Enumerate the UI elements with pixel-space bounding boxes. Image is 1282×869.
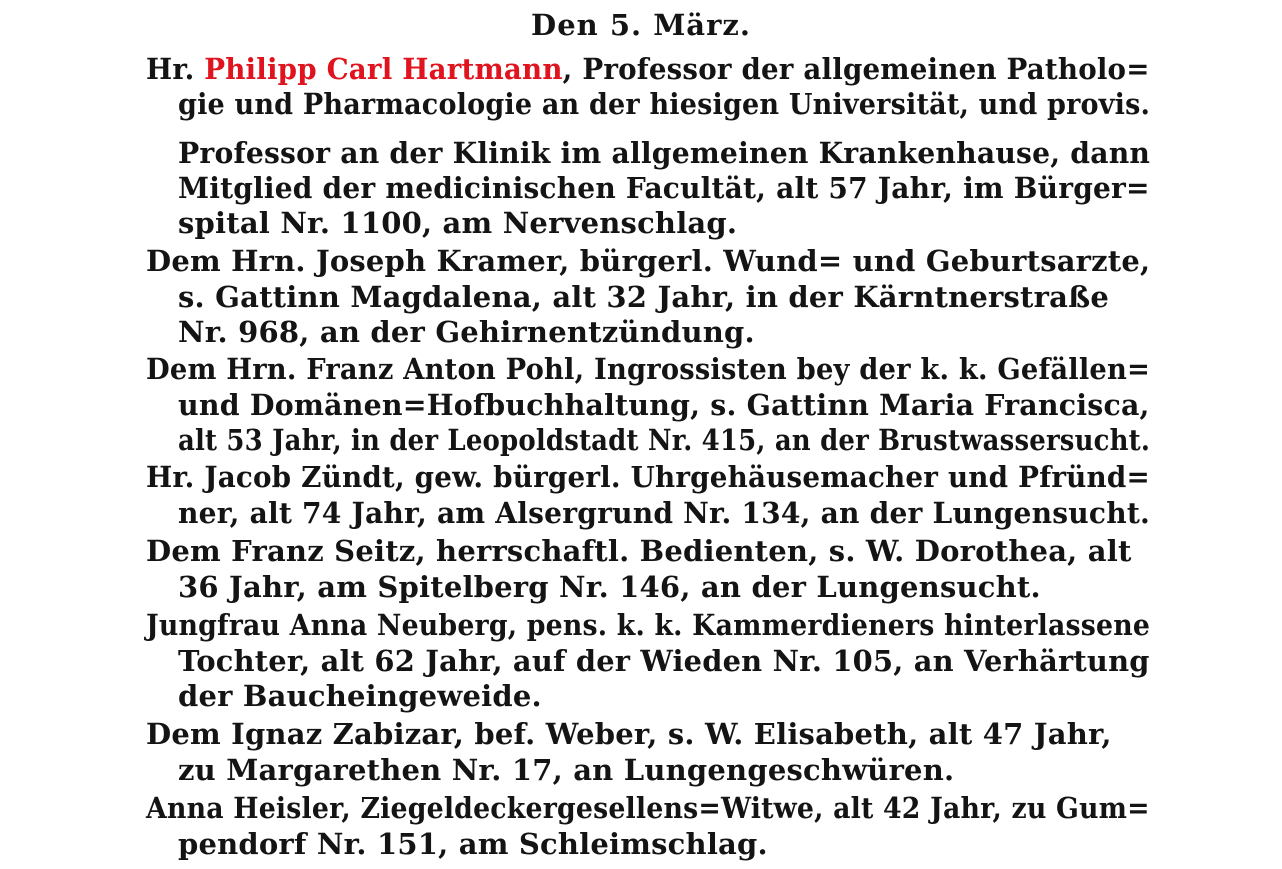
entry-line: Dem Franz Seitz, herrschaftl. Bedienten, s. W. Dorothea, alt bbox=[146, 534, 1132, 568]
entry-line: Professor an der Klinik im allgemeinen Krankenhause, dann bbox=[178, 136, 1151, 170]
highlighted-name: Philipp Carl Hartmann bbox=[204, 52, 563, 86]
entry-text: , Professor der allgemeinen Patholo= bbox=[562, 52, 1150, 86]
date-heading: Den 5. März. bbox=[531, 8, 751, 42]
entry-line: der Baucheingeweide. bbox=[178, 679, 542, 713]
entry-line: Dem Hrn. Franz Anton Pohl, Ingrossisten bey der k. k. Gefällen= bbox=[146, 352, 1151, 386]
entry-line: alt 53 Jahr, in der Leopoldstadt Nr. 415, an der Brustwassersucht. bbox=[178, 423, 1151, 457]
entry-line bbox=[146, 52, 1150, 86]
entry-line: spital Nr. 1100, am Nervenschlag. bbox=[178, 206, 738, 240]
entry-line: Hr. Jacob Zündt, gew. bürgerl. Uhrgehäusemacher und Pfründ= bbox=[146, 460, 1150, 494]
entry-line: zu Margarethen Nr. 17, an Lungengeschwüren. bbox=[178, 753, 955, 787]
entry-line: s. Gattinn Magdalena, alt 32 Jahr, in der Kärntnerstraße bbox=[178, 280, 1109, 314]
entry-line: Dem Ignaz Zabizar, bef. Weber, s. W. Elisabeth, alt 47 Jahr, bbox=[146, 717, 1112, 751]
entry-line: Tochter, alt 62 Jahr, auf der Wieden Nr. 105, an Verhärtung bbox=[178, 644, 1150, 678]
entry-line: Anna Heisler, Ziegeldeckergesellens=Witwe, alt 42 Jahr, zu Gum= bbox=[146, 791, 1150, 825]
entry-prefix: Hr. bbox=[146, 52, 205, 86]
entry-line: Jungfrau Anna Neuberg, pens. k. k. Kammerdieners hinterlassene bbox=[146, 608, 1151, 642]
entry-line: Dem Hrn. Joseph Kramer, bürgerl. Wund= und Geburtsarzte, bbox=[146, 244, 1151, 278]
entry-line: Nr. 968, an der Gehirnentzündung. bbox=[178, 315, 755, 349]
entry-line: ner, alt 74 Jahr, am Alsergrund Nr. 134, an der Lungensucht. bbox=[178, 496, 1150, 530]
entry-line: gie und Pharmacologie an der hiesigen Universität, und provis. bbox=[178, 87, 1151, 121]
entry-line: pendorf Nr. 151, am Schleimschlag. bbox=[178, 827, 768, 861]
entry-line: 36 Jahr, am Spitelberg Nr. 146, an der Lungensucht. bbox=[178, 570, 1041, 604]
entry-line: Mitglied der medicinischen Facultät, alt 57 Jahr, im Bürger= bbox=[178, 171, 1150, 205]
entry-line: und Domänen=Hofbuchhaltung, s. Gattinn Maria Francisca, bbox=[178, 388, 1150, 422]
